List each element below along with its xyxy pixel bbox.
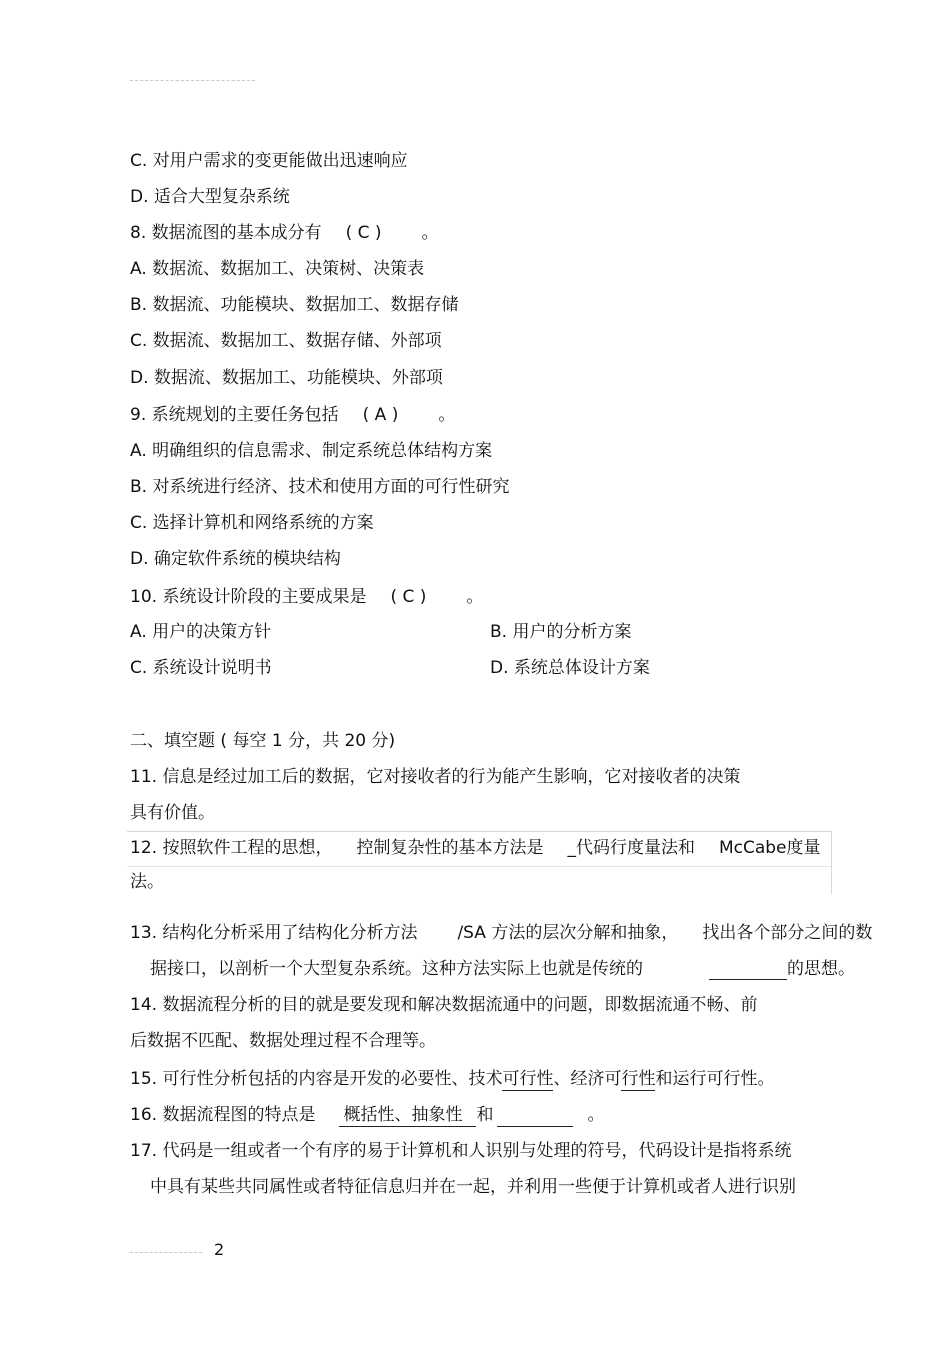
option-b-q8: B. 数据流、功能模块、数据加工、数据存储 bbox=[130, 295, 459, 315]
question-16-end: 。 bbox=[587, 1105, 605, 1125]
question-17-line2: 中具有某些共同属性或者特征信息归并在一起，并利用一些便于计算机或者人进行识别 bbox=[150, 1177, 796, 1197]
question-9 bbox=[130, 404, 455, 426]
option-d-q8: D. 数据流、数据加工、功能模块、外部项 bbox=[130, 368, 443, 388]
question-12-part2: 控制复杂性的基本方法是 bbox=[356, 838, 544, 858]
question-12-line2: 法。 bbox=[130, 872, 164, 892]
option-a-q10: A. 用户的决策方针 bbox=[130, 622, 272, 642]
question-15-answer2: 行性 bbox=[621, 1069, 656, 1089]
option-c-q7: C. 对用户需求的变更能做出迅速响应 bbox=[130, 151, 408, 171]
question-11-line1: 11. 信息是经过加工后的数据，它对接收者的行为能产生影响，它对接收者的决策 bbox=[130, 767, 741, 787]
option-c-q10: C. 系统设计说明书 bbox=[130, 658, 272, 678]
question-14-line2: 后数据不匹配、数据处理过程不合理等。 bbox=[130, 1031, 436, 1051]
question-16-part1: 16. 数据流程图的特点是 bbox=[130, 1105, 316, 1125]
question-10-end: 。 bbox=[466, 587, 484, 607]
question-12-answer: _代码行度量法和 bbox=[567, 838, 695, 858]
question-8-text: 8. 数据流图的基本成分有 bbox=[130, 223, 322, 243]
option-b-q10: B. 用户的分析方案 bbox=[490, 622, 632, 642]
question-10-text: 10. 系统设计阶段的主要成果是 bbox=[130, 587, 367, 607]
question-9-text: 9. 系统规划的主要任务包括 bbox=[130, 405, 339, 425]
option-a-q9: A. 明确组织的信息需求、制定系统总体结构方案 bbox=[130, 441, 493, 461]
question-13-part4: 据接口，以剖析一个大型复杂系统。这种方法实际上也就是传统的 bbox=[150, 959, 643, 979]
blank-q13 bbox=[709, 961, 787, 980]
question-13-line1 bbox=[130, 922, 872, 944]
question-13-part1: 13. 结构化分析采用了结构化分析方法 bbox=[130, 923, 418, 943]
option-c-q9: C. 选择计算机和网络系统的方案 bbox=[130, 513, 374, 533]
question-16 bbox=[130, 1104, 604, 1127]
blank-q16 bbox=[497, 1108, 573, 1127]
question-9-answer: ( A ) bbox=[362, 405, 399, 425]
question-8 bbox=[130, 222, 439, 244]
question-17-line1: 17. 代码是一组或者一个有序的易于计算机和人识别与处理的符号，代码设计是指将系统 bbox=[130, 1141, 792, 1161]
option-c-q8: C. 数据流、数据加工、数据存储、外部项 bbox=[130, 331, 442, 351]
question-8-end: 。 bbox=[421, 223, 439, 243]
option-d-q7: D. 适合大型复杂系统 bbox=[130, 187, 290, 207]
header-rule bbox=[130, 72, 255, 81]
question-12-part1: 12. 按照软件工程的思想， bbox=[130, 838, 333, 858]
section-heading-fill-in: 二、填空题 ( 每空 1 分，共 20 分) bbox=[130, 731, 396, 751]
question-9-end: 。 bbox=[438, 405, 456, 425]
question-8-answer: ( C ) bbox=[345, 223, 382, 243]
option-d-q10: D. 系统总体设计方案 bbox=[490, 658, 650, 678]
question-13-part5: 的思想。 bbox=[787, 959, 855, 979]
question-14-line1: 14. 数据流程分析的目的就是要发现和解决数据流通中的问题，即数据流通不畅、前 bbox=[130, 995, 758, 1015]
question-13-part2: /SA 方法的层次分解和抽象， bbox=[457, 923, 679, 943]
page-number: 2 bbox=[214, 1240, 225, 1259]
question-16-answer: 概括性、抽象性 bbox=[339, 1104, 476, 1127]
question-15-part1: 15. 可行性分析包括的内容是开发的必要性、技术 bbox=[130, 1069, 503, 1089]
question-13-part3: 找出各个部分之间的数 bbox=[702, 923, 873, 943]
question-15-part3: 和运行可行性。 bbox=[655, 1069, 775, 1089]
answer-box-divider bbox=[127, 866, 831, 867]
question-15 bbox=[130, 1068, 774, 1091]
question-10 bbox=[130, 586, 483, 608]
option-a-q8: A. 数据流、数据加工、决策树、决策表 bbox=[130, 259, 425, 279]
option-b-q9: B. 对系统进行经济、技术和使用方面的可行性研究 bbox=[130, 477, 510, 497]
question-11-line2: 具有价值。 bbox=[130, 803, 215, 823]
question-16-part2: 和 bbox=[476, 1105, 494, 1125]
question-12-part4: McCabe度量 bbox=[718, 838, 821, 858]
footer-rule bbox=[130, 1244, 202, 1253]
option-d-q9: D. 确定软件系统的模块结构 bbox=[130, 549, 341, 569]
question-15-part2: 、经济可 bbox=[553, 1069, 622, 1089]
question-12-line1 bbox=[130, 837, 821, 859]
question-15-answer1: 可行性 bbox=[502, 1069, 554, 1089]
question-10-answer: ( C ) bbox=[390, 587, 427, 607]
question-13-line2 bbox=[150, 958, 855, 980]
